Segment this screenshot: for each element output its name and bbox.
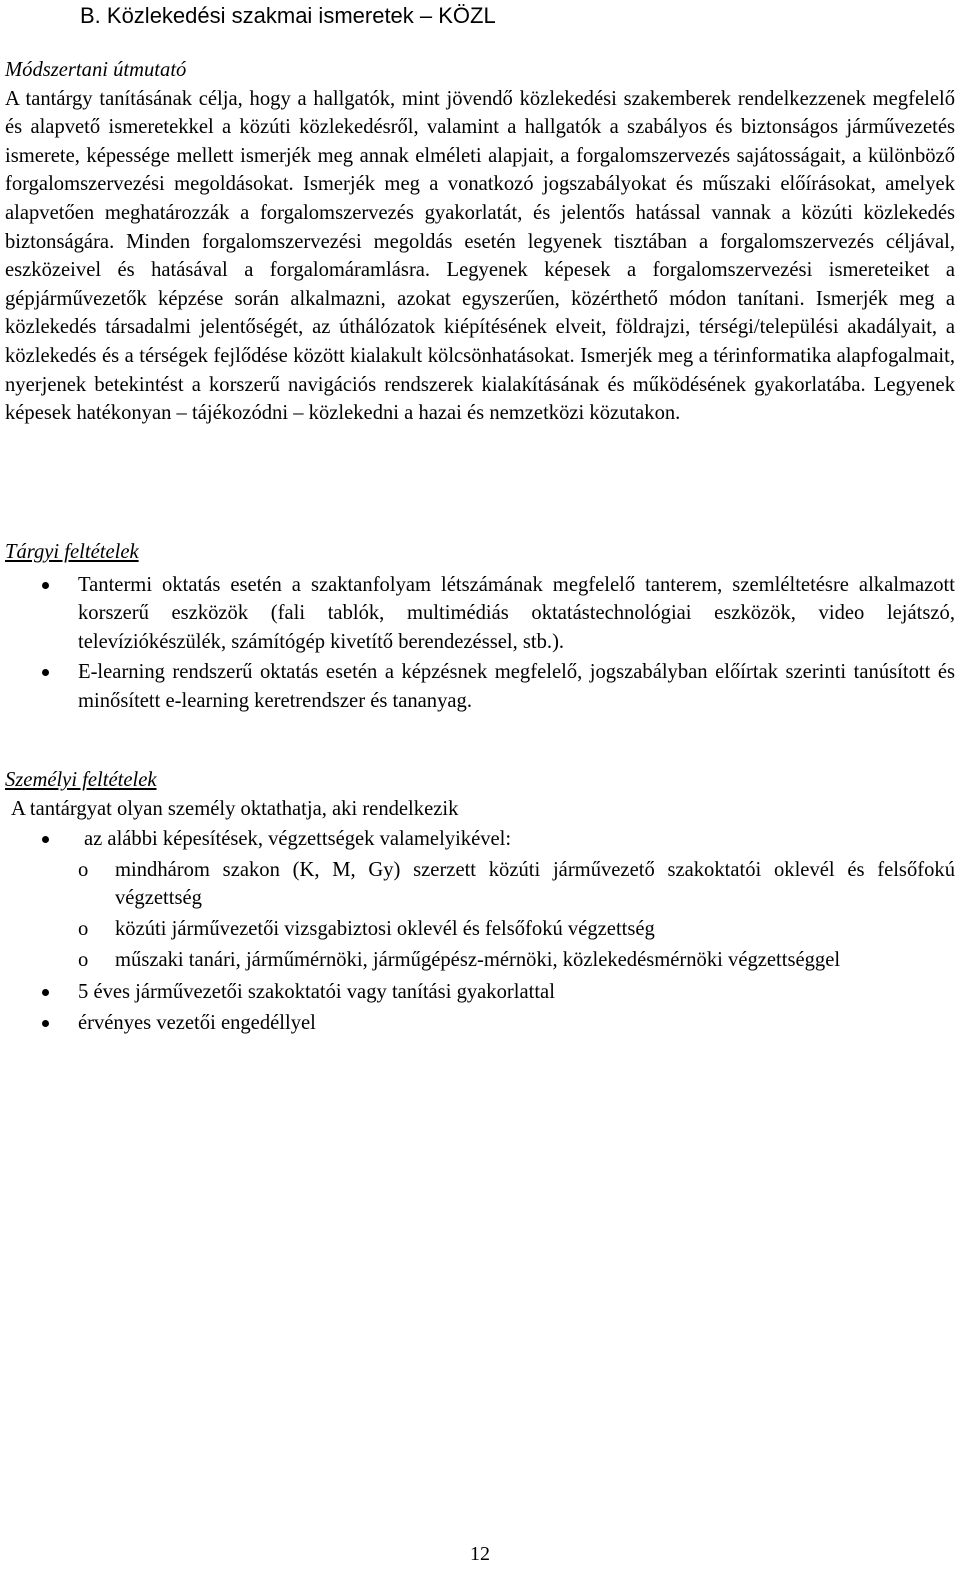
- personal-list-2: [5, 978, 955, 1037]
- personal-sub-item: [5, 946, 955, 975]
- personal-sub-item: [5, 915, 955, 944]
- personal-item: [5, 825, 955, 854]
- personal-title: Személyi feltételek: [5, 769, 157, 791]
- personal-item: érvényes vezetői engedéllyel: [5, 1009, 955, 1038]
- method-section: [5, 56, 955, 428]
- personal-intro: A tantárgyat olyan személy oktathatja, aki rendelkezik: [11, 797, 459, 820]
- material-title: Tárgyi feltételek: [5, 541, 139, 563]
- circle-marker: o: [78, 858, 89, 881]
- material-item: E-learning rendszerű oktatás esetén a képzésnek megfelelő, jogszabályban előírtak szerinti tanúsított és minősített e-learning keretrendszer és tananyag.: [5, 658, 955, 715]
- page-number: 12: [470, 1543, 490, 1565]
- personal-item: 5 éves járművezetői szakoktatói vagy tanítási gyakorlattal: [5, 978, 955, 1007]
- circle-marker: o: [78, 917, 89, 940]
- material-item: Tantermi oktatás esetén a szaktanfolyam létszámának megfelelő tanterem, szemléltetésre alkalmazott korszerű eszközök (fali tablók, multimédiás oktatástechnológiai eszközök, video lejátszó, televíziókészülék, számítógép kivetítő berendezéssel, stb.).: [5, 571, 955, 657]
- personal-sub-item: [5, 856, 955, 913]
- method-title: Módszertani útmutató: [5, 59, 187, 81]
- personal-sub-list: [5, 856, 955, 974]
- section-heading: B. Közlekedési szakmai ismeretek – KÖZL: [80, 3, 496, 28]
- material-list: [5, 571, 955, 716]
- circle-marker: o: [78, 948, 89, 971]
- personal-section: [5, 766, 955, 1037]
- personal-item-text: az alábbi képesítések, végzettségek valamelyikével:: [84, 828, 512, 851]
- method-paragraph: A tantárgy tanításának célja, hogy a hallgatók, mint jövendő közlekedési szakemberek rendelkezzenek megfelelő és alapvető ismeretekkel a közúti közlekedésről, valamint a hallgatók a szabályos és biztonságos járművezetés ismerete, képessége mellett ismerjék meg annak elméleti alapjait, a forgalomszervezés sajátosságait, a különböző forgalomszervezési megoldásokat. Ismerjék meg a vonatkozó jogszabályokat és műszaki előírásokat, amelyek alapvetően meghatározzák a forgalomszervezés gyakorlatát, és jelentős hatással vannak a közúti közlekedés biztonságára. Minden forgalomszervezési megoldás esetén legyenek tisztában a forgalomszervezés céljával, eszközeivel és hatásával a forgalomáramlásra. Legyenek képesek a forgalomszervezési ismereteiket a gépjárművezetők képzése során alkalmazni, azokat egyszerűen, közérthető módon tanítani. Ismerjék meg a közlekedés társadalmi jelentőségét, az úthálózatok kiépítésének elveit, földrajzi, térségi/települési akadályait, a közlekedés és a térségek fejlődése között kialakult kölcsönhatásokat. Ismerjék meg a térinformatika alapfogalmait, nyerjenek betekintést a korszerű navigációs rendszerek kialakításának és működésének gyakorlatába. Legyenek képesek hatékonyan – tájékozódni – közlekedni a hazai és nemzetközi közutakon.: [5, 87, 955, 425]
- personal-sub-item-text: mindhárom szakon (K, M, Gy) szerzett közúti járművezető szakoktatói oklevél és felsőfokú végzettség: [115, 858, 955, 910]
- material-section: [5, 538, 955, 716]
- personal-sub-item-text: közúti járművezetői vizsgabiztosi oklevél és felsőfokú végzettség: [115, 917, 655, 940]
- personal-sub-item-text: műszaki tanári, járműmérnöki, járműgépész-mérnöki, közlekedésmérnöki végzettséggel: [115, 948, 841, 971]
- personal-list: [5, 825, 955, 854]
